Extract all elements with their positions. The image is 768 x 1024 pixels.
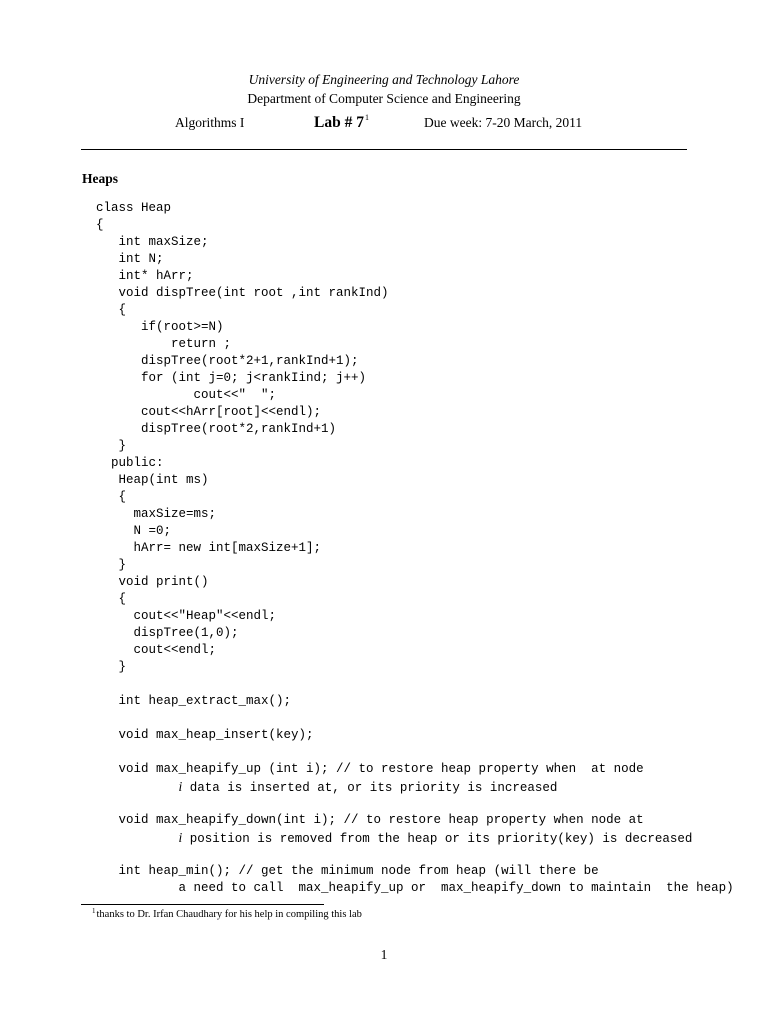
lab-footnote-mark: 1 [364,113,369,122]
footnote-mark: 1 [92,907,96,915]
code-line: { [96,490,127,504]
code-line: cout<<hArr[root]<<endl); [96,405,322,419]
code-line: return ; [96,337,232,351]
code-line: } [96,439,127,453]
code-line: Heap(int ms) [96,473,209,487]
code-line: int N; [96,252,164,266]
code-line: void print() [96,575,209,589]
code-line: { [96,218,104,232]
code-line: a need to call max_heapify_up or max_heapify_down to maintain the heap) [96,881,734,895]
code-line: dispTree(root*2+1,rankInd+1); [96,354,359,368]
page-number: 1 [380,947,388,962]
code-line: maxSize=ms; [96,507,217,521]
code-line: int* hArr; [96,269,194,283]
code-line: void max_heapify_up (int i); // to restore heap property when at node [96,762,644,776]
header-rule [81,149,687,150]
code-line: cout<<"Heap"<<endl; [96,609,277,623]
code-line: for (int j=0; j<rankIind; j++) [96,371,367,385]
code-line: hArr= new int[maxSize+1]; [96,541,322,555]
code-line: i data is inserted at, or its priority is increased [178,779,558,795]
italic-variable-i: i [178,779,183,794]
course-name: Algorithms I [175,115,245,130]
code-line: void max_heapify_down(int i); // to restore heap property when node at [96,813,644,827]
code-line: { [96,592,127,606]
due-week: Due week: 7-20 March, 2011 [424,115,583,130]
code-line: void dispTree(int root ,int rankInd) [96,286,389,300]
italic-variable-i: i [178,830,183,845]
code-line: int maxSize; [96,235,209,249]
code-line: dispTree(1,0); [96,626,239,640]
code-line: cout<<endl; [96,643,217,657]
code-line: if(root>=N) [96,320,224,334]
code-line: void max_heap_insert(key); [96,728,314,742]
code-line: { [96,303,127,317]
university-name: University of Engineering and Technology Lahore [248,72,520,87]
code-line: class Heap [96,201,172,215]
footnote [92,907,362,920]
code-line: } [96,660,127,674]
footnote-text: thanks to Dr. Irfan Chaudhary for his help in compiling this lab [96,909,362,920]
code-line: i position is removed from the heap or its priority(key) is decreased [178,830,693,846]
code-line: } [96,558,127,572]
code-line: dispTree(root*2,rankInd+1) [96,422,337,436]
footnote-rule [81,904,324,905]
lab-title-text: Lab # 7 [314,114,364,131]
department-name: Department of Computer Science and Engineering [247,91,521,106]
code-line: cout<<" "; [96,388,277,402]
code-line: int heap_min(); // get the minimum node from heap (will there be [96,864,599,878]
code-line: public: [96,456,164,470]
section-heading: Heaps [82,171,119,186]
code-line: int heap_extract_max(); [96,694,292,708]
lab-title [314,113,369,132]
code-line: N =0; [96,524,172,538]
